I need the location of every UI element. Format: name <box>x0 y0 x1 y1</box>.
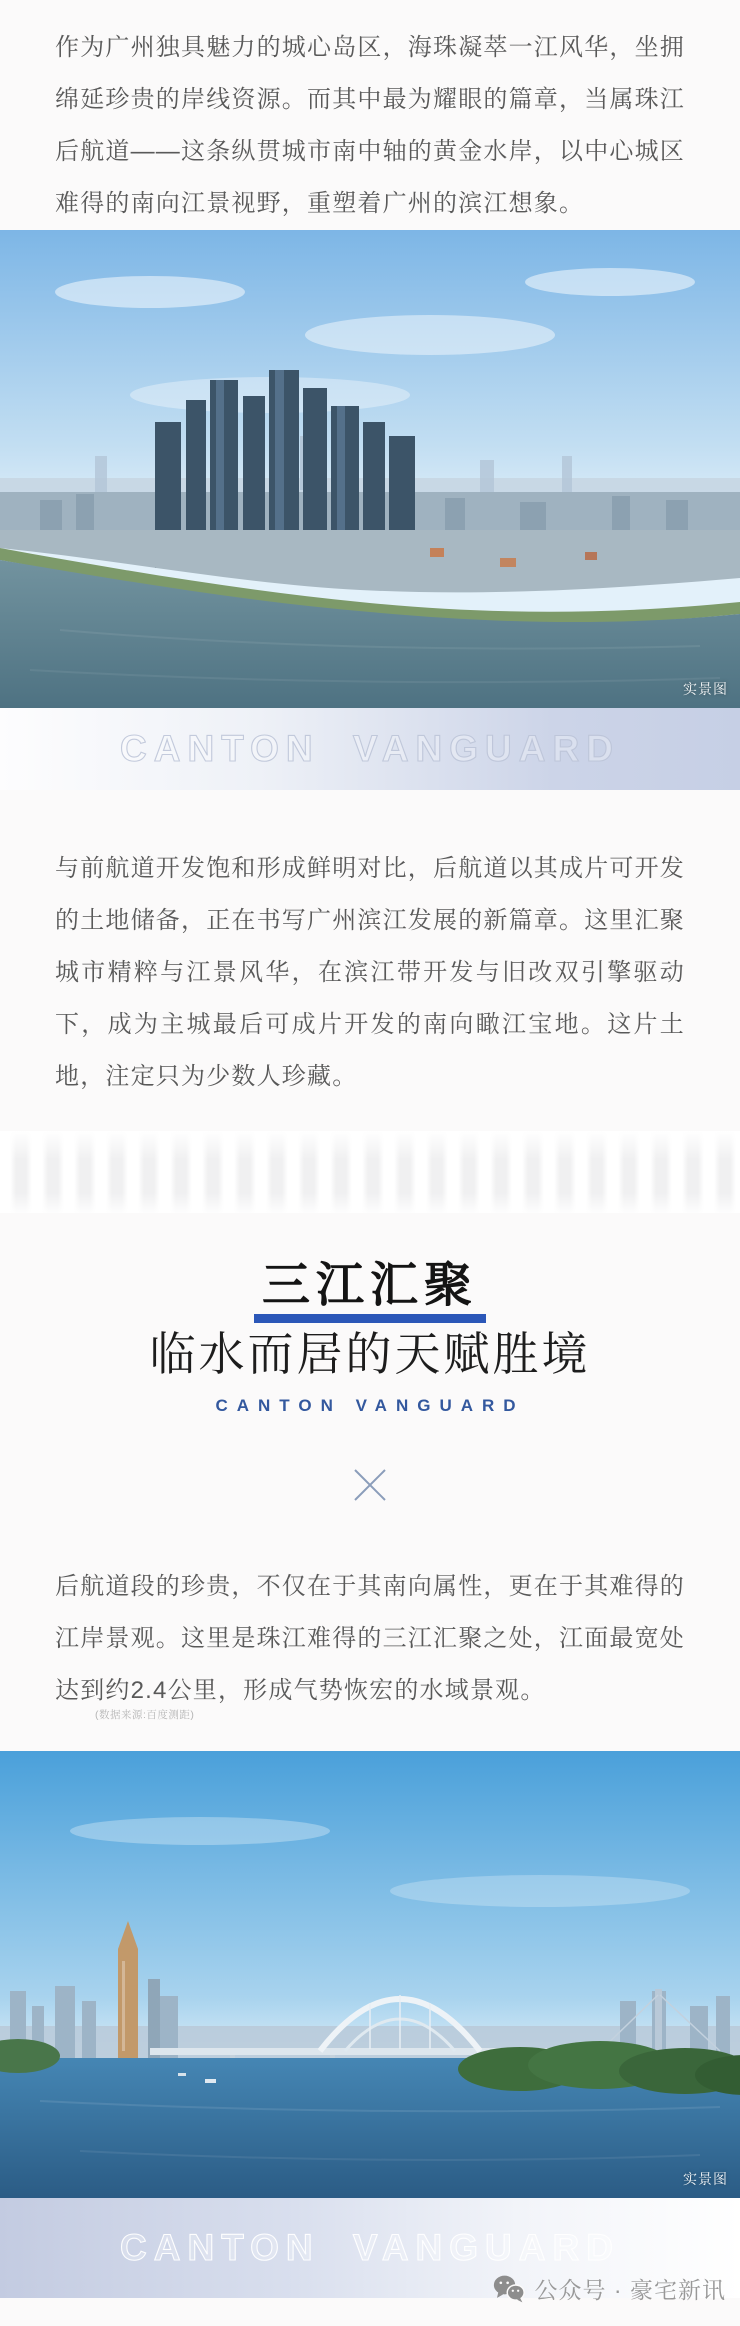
intro-paragraph: 作为广州独具魅力的城心岛区，海珠凝萃一江风华，坐拥绵延珍贵的岸线资源。而其中最为耀眼的篇章，当属珠江后航道——这条纵贯城市南中轴的黄金水岸，以中心城区难得的南向江景视野，重塑着广州的滨江想象。 <box>55 34 685 217</box>
photo-riverfront-aerial[interactable] <box>0 230 740 708</box>
x-mark-icon <box>350 1465 390 1505</box>
section-subtitle: 临水而居的天赋胜境 <box>149 1329 591 1380</box>
account-watermark <box>493 2272 726 2305</box>
photo1-illustration <box>0 230 740 708</box>
section-header <box>0 1260 740 1505</box>
section-title: 三江汇聚 <box>254 1260 486 1323</box>
stripe-divider <box>0 1131 740 1213</box>
photo-river-bridges[interactable] <box>0 1751 740 2198</box>
watermark-text: CANTON VANGUARD <box>120 728 620 769</box>
section-eyebrow-label: CANTON VANGUARD <box>215 1396 525 1415</box>
body-paragraph-2: 与前航道开发饱和形成鲜明对比，后航道以其成片可开发的土地储备，正在书写广州滨江发展的新篇章。这里汇聚城市精粹与江景风华，在滨江带开发与旧改双引擎驱动下，成为主城最后可成片开发的南向瞰江宝地。这片土地，注定只为少数人珍藏。 <box>55 855 685 1090</box>
data-source-note: (数据来源:百度测距) <box>95 1709 195 1721</box>
wechat-logo-icon <box>493 2275 525 2303</box>
photo1-tag-label: 实景图 <box>683 681 728 697</box>
watermark-text: CANTON VANGUARD <box>120 2227 620 2268</box>
photo2-illustration <box>0 1751 740 2198</box>
body-paragraph-3: 后航道段的珍贵，不仅在于其南向属性，更在于其难得的江岸景观。这里是珠江难得的三江汇聚之处，江面最宽处达到约2.4公里，形成气势恢宏的水域景观。 <box>55 1573 685 1704</box>
photo2-tag-label: 实景图 <box>683 2171 728 2187</box>
account-name-label: 公众号 · 豪宅新讯 <box>534 2277 726 2303</box>
watermark-band <box>0 708 740 790</box>
